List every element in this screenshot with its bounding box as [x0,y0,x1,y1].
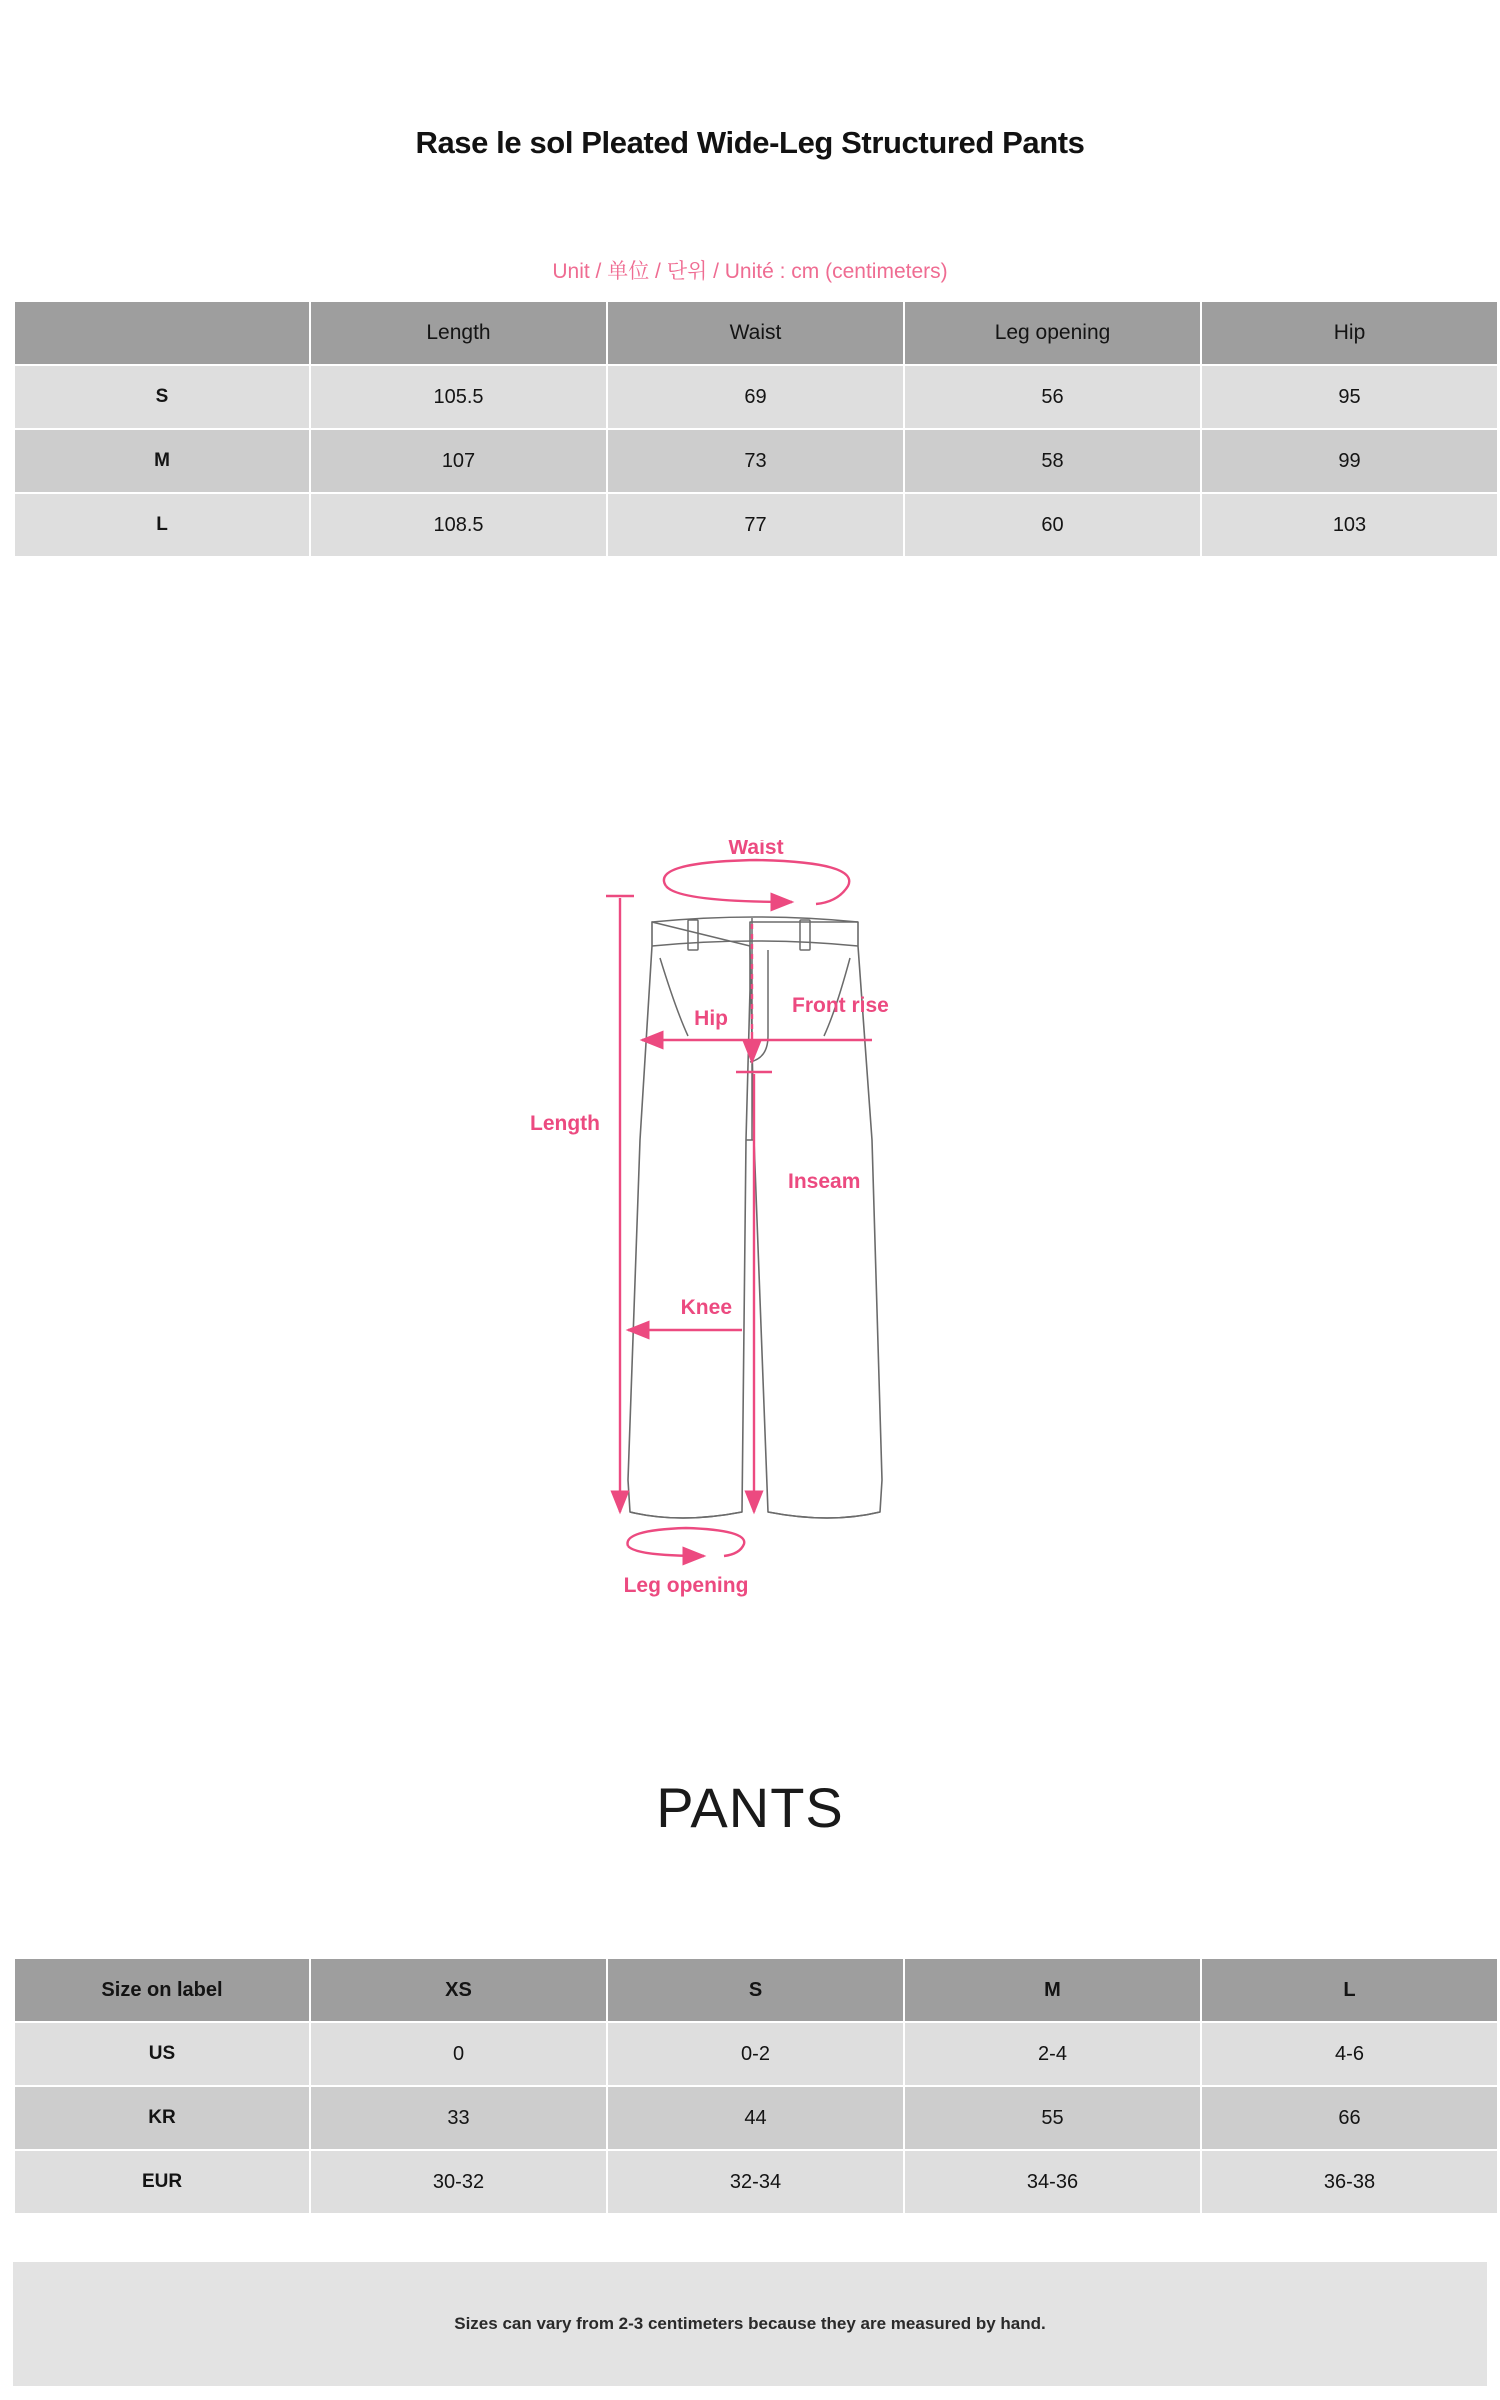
cell-us-m: 2-4 [905,2023,1200,2085]
cell-s-leg-opening: 56 [905,366,1200,428]
cell-m-waist: 73 [608,430,903,492]
unit-note: Unit / 单位 / 단위 / Unité : cm (centimeters) [552,260,948,283]
footer-disclaimer-text: Sizes can vary from 2-3 centimeters because they are measured by hand. [454,2314,1046,2333]
table-row [15,494,1497,556]
table-row [15,430,1497,492]
cell-s-waist: 69 [608,366,903,428]
column-header-waist: Waist [608,302,903,364]
section-heading: PANTS [656,1776,844,1839]
footer-disclaimer [13,2262,1487,2386]
waist-arrow [666,886,792,902]
cell-l-waist: 77 [608,494,903,556]
label-hip: Hip [694,1007,728,1030]
measurement-table [13,300,1499,558]
label-leg-opening: Leg opening [623,1574,749,1597]
column-header-s: S [608,1959,903,2021]
pants-left-leg [628,922,750,1518]
column-header-size-on-label: Size on label [15,1959,309,2021]
row-header-size-m: M [15,430,309,492]
column-header-m: M [905,1959,1200,2021]
cell-m-leg-opening: 58 [905,430,1200,492]
cell-eur-s: 32-34 [608,2151,903,2213]
leg-opening-arrow [628,1546,704,1556]
label-front-rise: Front rise [792,994,889,1017]
table-row [15,2023,1497,2085]
cell-kr-xs: 33 [311,2087,606,2149]
label-knee: Knee [680,1296,732,1319]
cell-l-hip: 103 [1202,494,1497,556]
cell-m-hip: 99 [1202,430,1497,492]
cell-kr-l: 66 [1202,2087,1497,2149]
cell-eur-xs: 30-32 [311,2151,606,2213]
row-header-kr: KR [15,2087,309,2149]
cell-us-xs: 0 [311,2023,606,2085]
cell-eur-l: 36-38 [1202,2151,1497,2213]
column-header-leg-opening: Leg opening [905,302,1200,364]
cell-s-length: 105.5 [311,366,606,428]
label-waist: Waist [728,840,784,859]
table-row [15,2151,1497,2213]
size-conversion-table [13,1957,1499,2215]
label-length: Length [530,1112,600,1135]
table-row [15,366,1497,428]
column-header-corner [15,302,309,364]
row-header-size-s: S [15,366,309,428]
page-title: Rase le sol Pleated Wide-Leg Structured Pants [415,125,1085,160]
waist-ellipse [664,860,849,904]
cell-kr-m: 55 [905,2087,1200,2149]
cell-s-hip: 95 [1202,366,1497,428]
row-header-size-l: L [15,494,309,556]
cell-l-leg-opening: 60 [905,494,1200,556]
cell-kr-s: 44 [608,2087,903,2149]
cell-us-l: 4-6 [1202,2023,1497,2085]
table-header-row [15,1959,1497,2021]
cell-m-length: 107 [311,430,606,492]
row-header-us: US [15,2023,309,2085]
column-header-l: L [1202,1959,1497,2021]
label-inseam: Inseam [788,1170,861,1193]
row-header-eur: EUR [15,2151,309,2213]
table-header-row [15,302,1497,364]
cell-l-length: 108.5 [311,494,606,556]
cell-us-s: 0-2 [608,2023,903,2085]
pants-measurement-diagram [500,840,1020,1600]
column-header-hip: Hip [1202,302,1497,364]
cell-eur-m: 34-36 [905,2151,1200,2213]
column-header-length: Length [311,302,606,364]
table-row [15,2087,1497,2149]
column-header-xs: XS [311,1959,606,2021]
